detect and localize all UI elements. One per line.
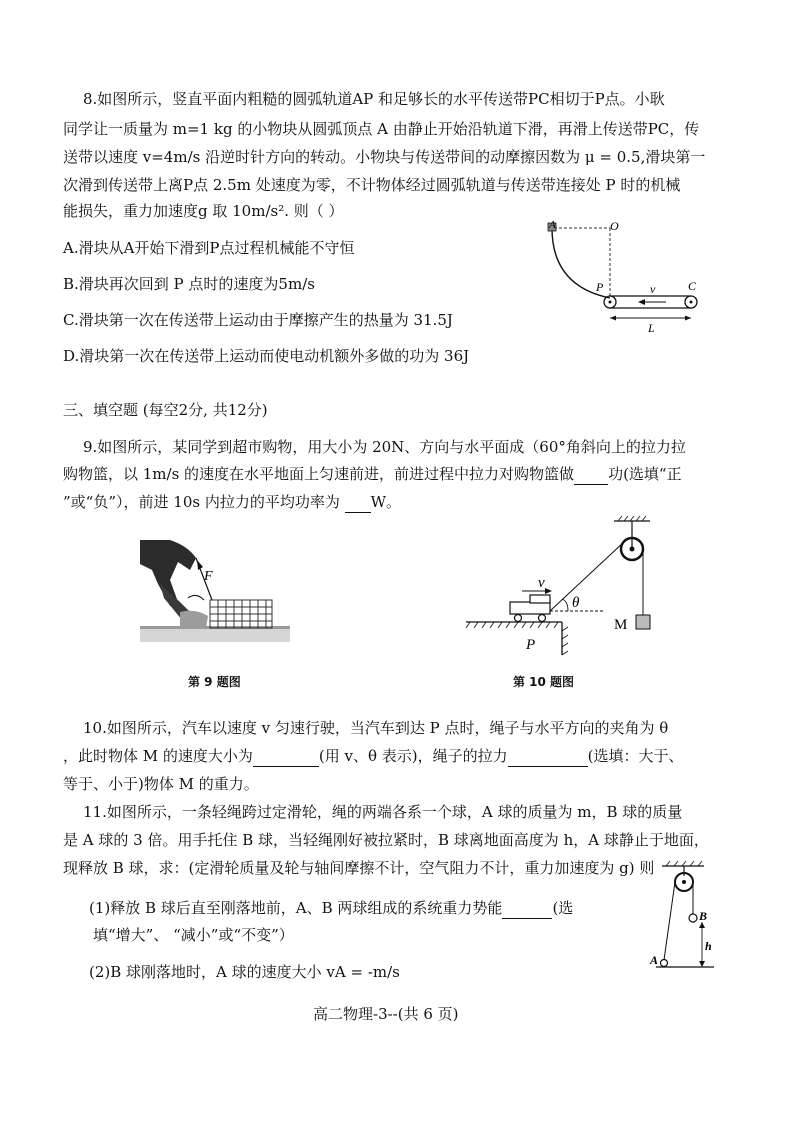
- q9-label-angle: 60°: [180, 585, 199, 599]
- q11-sub1-line-2: 填“增大”、 “减小”或“不变”）: [93, 926, 294, 944]
- q11-rope-a: [664, 882, 675, 960]
- q11-line-1: 11.如图所示，一条轻绳跨过定滑轮，绳的两端各系一个球，A 球的质量为 m，B 球的质量: [83, 803, 683, 821]
- q8-label-c: C: [688, 279, 697, 293]
- q8-label-a: A: [549, 219, 556, 231]
- q10-label-m: M: [614, 617, 628, 633]
- q11-label-b: B: [699, 909, 708, 923]
- q8-figure: [538, 216, 708, 336]
- q11-ball-a: [661, 960, 668, 967]
- q10-label-theta: θ: [572, 595, 580, 611]
- q11-figure: [642, 860, 717, 975]
- q11-label-a: A: [650, 953, 659, 967]
- q9-basket: [210, 600, 272, 628]
- q9-blank-1[interactable]: [574, 464, 608, 485]
- q8-option-d: D.滑块第一次在传送带上运动而使电动机额外多做的功为 36J: [63, 347, 470, 365]
- q9-line-3: ”或“负”），前进 10s 内拉力的平均功率为 W。: [63, 493, 402, 511]
- q10-line-2: ，此时物体 M 的速度大小为 (用 v、θ 表示)，绳子的拉力 (选填：大于、: [63, 747, 684, 765]
- page-footer: 高二物理-3--(共 6 页): [313, 1005, 459, 1023]
- q8-label-l: L: [648, 321, 655, 335]
- q10-label-v: v: [538, 575, 545, 591]
- q11-label-h: h: [705, 939, 712, 953]
- q11-sub1-line-1: (1)释放 B 球后直至刚落地前，A、B 两球组成的系统重力势能 (选: [89, 899, 574, 917]
- q9-ground: [140, 628, 290, 642]
- q9-label-f: F: [204, 569, 213, 584]
- q10-rope-slanted: [550, 541, 625, 611]
- q11-sub2: (2)B 球刚落地时，A 球的速度大小 vA = -m/s: [89, 963, 400, 981]
- q8-line-5: 能损失，重力加速度g 取 10m/s². 则（ ）: [63, 202, 344, 220]
- q11-ball-b: [689, 914, 697, 922]
- section3-title: 三、填空题 (每空2分, 共12分): [63, 401, 268, 419]
- q10-car-top: [530, 595, 550, 603]
- q11-blank-1[interactable]: [502, 898, 552, 919]
- q8-option-c: C.滑块第一次在传送带上运动由于摩擦产生的热量为 31.5J: [63, 311, 453, 329]
- q10-label-p: P: [526, 637, 536, 653]
- q8-line-3: 送带以速度 v=4m/s 沿逆时针方向的转动。小物块与传送带间的动摩擦因数为 μ = 0.5,滑块第一: [63, 148, 706, 166]
- q8-label-o: O: [610, 219, 619, 233]
- q10-angle-arc: [562, 599, 568, 611]
- q10-car-body: [510, 602, 550, 614]
- q9-line-1: 9.如图所示，某同学到超市购物，用大小为 20N、方向与水平面成（60°角斜向上的拉力拉: [83, 438, 686, 456]
- q11-line-3: 现释放 B 球，求：(定滑轮质量及轮与轴间摩擦不计，空气阻力不计，重力加速度为 g) 则: [63, 859, 655, 877]
- q8-line-2: 同学让一质量为 m=1 kg 的小物块从圆弧顶点 A 由静止开始沿轨道下滑，再滑上传送带PC，传: [63, 120, 700, 138]
- q9-shoe: [180, 611, 208, 628]
- q10-line-3: 等于、小于)物体 M 的重力。: [63, 775, 259, 793]
- q8-line-4: 次滑到传送带上离P点 2.5m 处速度为零，不计物体经过圆弧轨道与传送带连接处 P 时的机械: [63, 176, 681, 194]
- q11-line-2: 是 A 球的 3 倍。用手托住 B 球，当轻绳刚好被拉紧时，B 球离地面高度为 h，A 球静止于地面，: [63, 831, 709, 849]
- q9-caption: 第 9 题图: [188, 675, 241, 689]
- q8-label-v: v: [650, 282, 656, 296]
- q9-figure: [140, 540, 290, 645]
- q9-blank-2[interactable]: [345, 492, 371, 513]
- q10-caption: 第 10 题图: [513, 675, 575, 689]
- q10-line-1: 10.如图所示，汽车以速度 v 匀速行驶，当汽车到达 P 点时，绳子与水平方向的夹角为 θ: [83, 719, 669, 737]
- q8-option-a: A.滑块从A开始下滑到P点过程机械能不守恒: [63, 239, 355, 257]
- q10-figure: [462, 515, 662, 660]
- q8-option-b: B.滑块再次回到 P 点时的速度为5m/s: [63, 275, 315, 293]
- q8-label-p: P: [596, 280, 604, 294]
- q10-blank-2[interactable]: [508, 746, 588, 767]
- q8-line-1: 8.如图所示，竖直平面内粗糙的圆弧轨道AP 和足够长的水平传送带PC相切于P点。小耿: [83, 90, 665, 108]
- q10-mass-m: [636, 615, 650, 629]
- q9-line-2: 购物篮，以 1m/s 的速度在水平地面上匀速前进，前进过程中拉力对购物篮做 功(选填“正: [63, 465, 682, 483]
- q10-blank-1[interactable]: [253, 746, 319, 767]
